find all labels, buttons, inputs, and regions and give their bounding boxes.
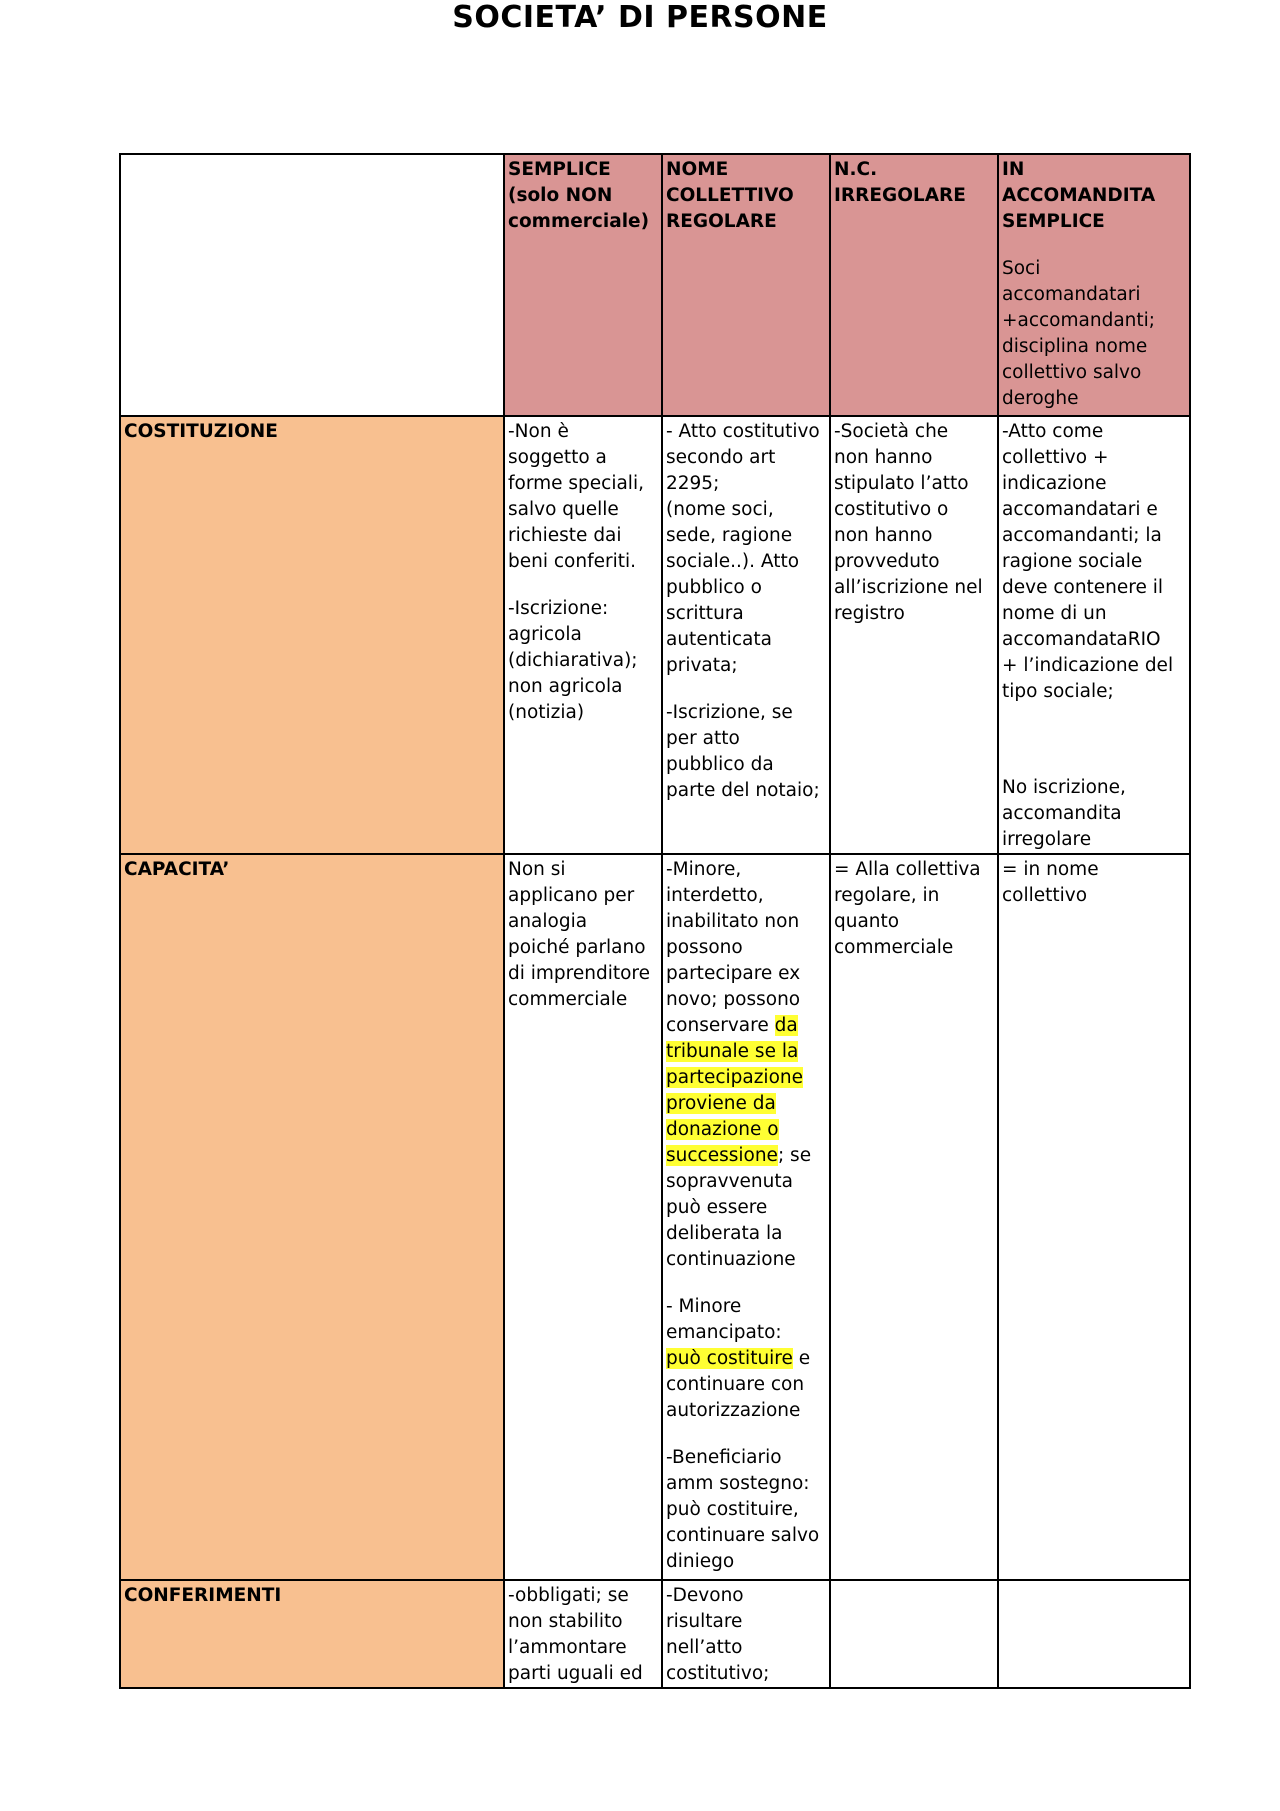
highlight-text: donazione o [666,1119,779,1140]
table-row [120,1580,1190,1688]
highlight-text: partecipazione [666,1067,803,1088]
highlight-text: successione [666,1145,778,1166]
highlight-text: da [774,1015,798,1036]
cell-conferimenti-nc-irregolare [830,1580,998,1688]
header-accomandita: IN ACCOMANDITA SEMPLICE Soci accomandatari +accomandanti; disciplina nome collettivo salvo deroghe [998,154,1190,416]
row-label-costituzione: COSTITUZIONE [120,416,504,854]
header-semplice: SEMPLICE (solo NON commerciale) [504,154,662,416]
cell-capacita-accomandita: = in nome collettivo [998,854,1190,1580]
cell-conferimenti-semplice: -obbligati; se non stabilito l’ammontare parti uguali ed [504,1580,662,1688]
highlight-text: proviene da [666,1093,776,1114]
cell-costituzione-nc-irregolare: -Società che non hanno stipulato l’atto costitutivo o non hanno provveduto all’iscrizione nel registro [830,416,998,854]
header-nome-collettivo: NOME COLLETTIVO REGOLARE [662,154,830,416]
comparison-table [119,153,1191,1689]
cell-costituzione-accomandita: -Atto come collettivo + indicazione accomandatari e accomandanti; la ragione sociale deve contenere il nome di un accomandataRIO + l’indicazione del tipo sociale; No iscrizione, accomandita irregolare [998,416,1190,854]
cell-capacita-nc-irregolare: = Alla collettiva regolare, in quanto commerciale [830,854,998,1580]
table-row [120,416,1190,854]
header-nc-irregolare: N.C. IRREGOLARE [830,154,998,416]
highlight-text: tribunale se la [666,1041,799,1062]
cell-capacita-semplice: Non si applicano per analogia poiché parlano di imprenditore commerciale [504,854,662,1580]
cell-costituzione-semplice: -Non è soggetto a forme speciali, salvo quelle richieste dai beni conferiti. -Iscrizione: agricola (dichiarativa); non agricola (notizia) [504,416,662,854]
corner-cell [120,154,504,416]
cell-capacita-nome-collettivo: -Minore, interdetto, inabilitato non possono partecipare ex novo; possono conservare da tribunale se la partecipazione proviene da donazione o successione; se sopravvenuta può essere deliberata la continuazione - Minore emancipato: può costituire e continuare con autorizzazione -Beneficiario amm sostegno: può costituire, continuare salvo diniego [662,854,830,1580]
table-row [120,854,1190,1580]
table-header-row [120,154,1190,416]
header-accomandita-note: Soci accomandatari +accomandanti; disciplina nome collettivo salvo deroghe [1002,258,1156,409]
cell-conferimenti-nome-collettivo: -Devono risultare nell’atto costitutivo; [662,1580,830,1688]
cell-conferimenti-accomandita [998,1580,1190,1688]
page-title: SOCIETA’ DI PERSONE [452,0,828,35]
row-label-conferimenti: CONFERIMENTI [120,1580,504,1688]
highlight-text: può costituire [666,1348,793,1369]
row-label-capacita: CAPACITA’ [120,854,504,1580]
cell-costituzione-nome-collettivo: - Atto costitutivo secondo art 2295; (nome soci, sede, ragione sociale..). Atto pubblico o scrittura autenticata privata; -Iscrizione, se per atto pubblico da parte del notaio; [662,416,830,854]
